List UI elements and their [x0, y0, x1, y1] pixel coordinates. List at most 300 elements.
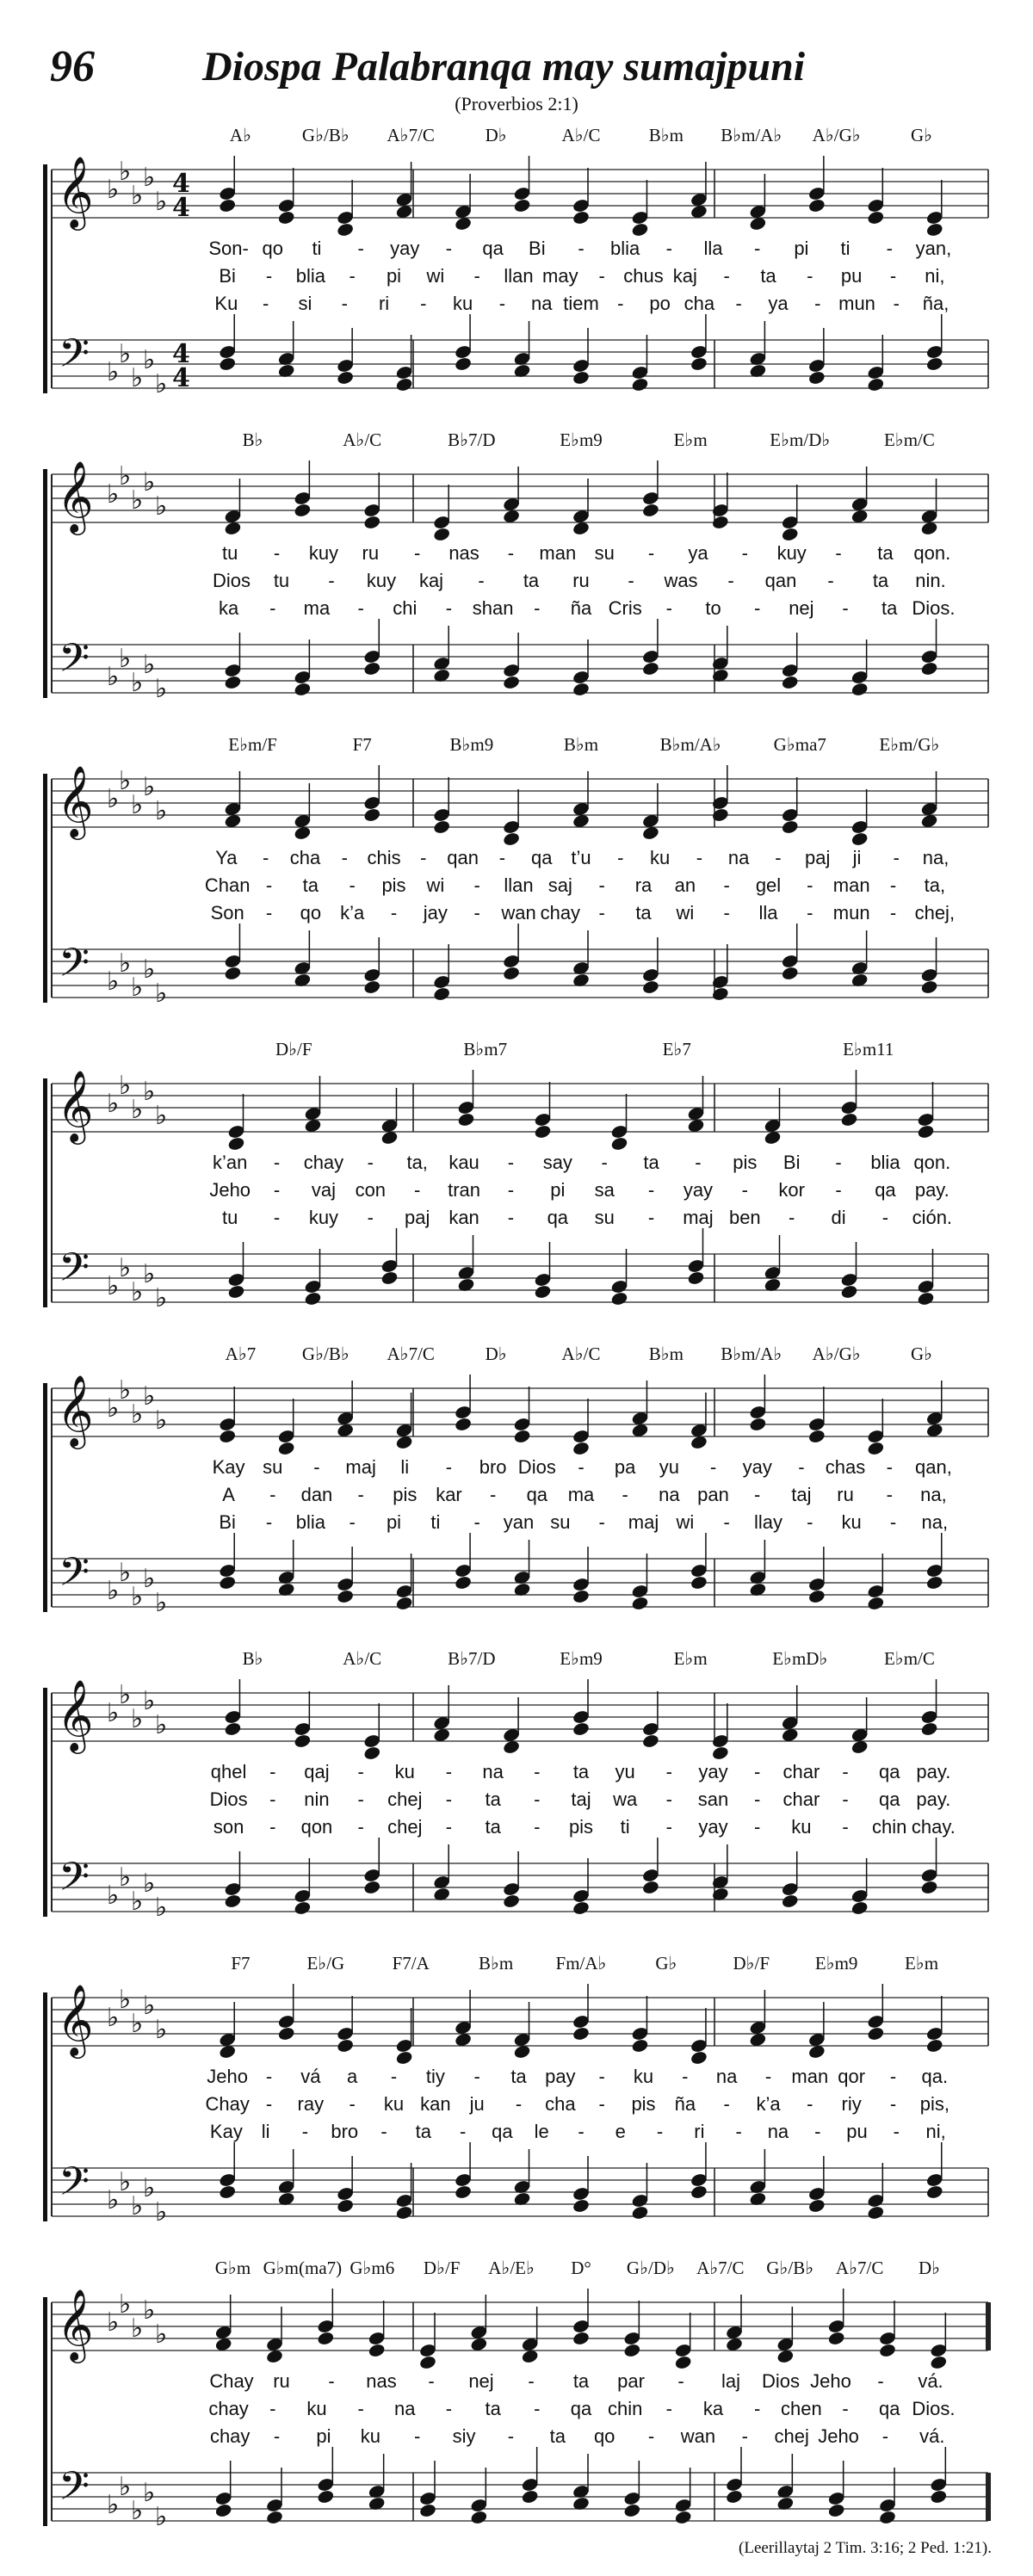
treble-key-flat: ♭ — [155, 187, 168, 217]
treble-note — [631, 2038, 649, 2054]
verse-1-syllable: pay. — [916, 1761, 951, 1782]
verse-1-syllable: - — [357, 238, 364, 259]
verse-3-syllable: chej — [774, 2425, 809, 2447]
verse-3-syllable: li — [261, 2121, 270, 2142]
verse-3-syllable: - — [265, 1511, 273, 1533]
treble-key-flat: ♭ — [155, 1405, 168, 1436]
verse-2-syllable: was — [664, 570, 698, 591]
verse-3-syllable: - — [814, 293, 821, 314]
bass-key-flat: ♭ — [131, 668, 144, 698]
treble-note — [336, 222, 354, 238]
verse-2-syllable: chin — [607, 2398, 643, 2419]
verse-3-syllable: chay — [209, 2425, 251, 2447]
bass-clef: 𝄢 — [59, 940, 90, 996]
verse-2-syllable: - — [842, 1788, 849, 1810]
treble-note — [572, 1441, 590, 1456]
treble-note — [925, 2038, 943, 2054]
verse-3-syllable: ri — [378, 293, 390, 314]
chord-symbol: B♭m/A♭ — [659, 734, 721, 755]
verse-1-syllable: - — [390, 2066, 398, 2087]
verse-2-syllable: - — [598, 2093, 605, 2115]
verse-3-syllable: - — [420, 293, 427, 314]
verse-3-syllable: Dios. — [912, 597, 956, 619]
verse-1-syllable: qon. — [913, 542, 951, 564]
treble-clef: 𝄞 — [57, 1678, 94, 1751]
treble-note — [433, 527, 451, 542]
chord-symbol: A♭/C — [561, 1344, 601, 1364]
treble-note — [433, 819, 451, 835]
verse-3-syllable: chej — [387, 1816, 423, 1838]
verse-2-syllable: wa — [613, 1788, 638, 1810]
verse-2-syllable: kaj — [672, 265, 697, 287]
treble-note — [418, 2355, 436, 2370]
verse-2-syllable: qa — [878, 1788, 900, 1810]
chord-symbol: E♭7 — [662, 1039, 691, 1059]
treble-key-flat: ♭ — [131, 790, 144, 820]
verse-2-syllable: ta — [485, 1788, 501, 1810]
verse-2-syllable: ka — [702, 2398, 724, 2419]
verse-3-syllable: Kay — [209, 2121, 243, 2142]
treble-note — [781, 527, 799, 542]
bass-note — [807, 370, 826, 386]
chord-symbol: B♭m — [648, 125, 684, 145]
bass-note — [690, 2184, 708, 2200]
music-system — [0, 1953, 1033, 2258]
verse-3-syllable: ku — [453, 293, 473, 314]
verse-2-syllable: - — [349, 874, 356, 896]
treble-key-flat: ♭ — [155, 1710, 168, 1740]
chord-symbol: G♭m — [214, 2258, 251, 2278]
verse-3-syllable: ka — [218, 597, 239, 619]
verse-2-syllable: riy — [841, 2093, 862, 2115]
verse-2-syllable: - — [827, 570, 834, 591]
verse-2-syllable: man — [832, 874, 870, 896]
verse-2-syllable: nin. — [915, 570, 946, 591]
chord-symbol: E♭m9 — [814, 1953, 858, 1974]
bass-note — [641, 661, 659, 676]
verse-3-syllable: siy — [452, 2425, 476, 2447]
verse-3-syllable: su — [550, 1511, 571, 1533]
verse-2-syllable: - — [598, 265, 605, 287]
verse-3-syllable: chi — [393, 597, 418, 619]
bass-note — [363, 661, 381, 676]
verse-3-syllable: - — [507, 2425, 515, 2447]
treble-key-flat: ♭ — [131, 2009, 144, 2039]
verse-1-syllable: chay — [303, 1152, 344, 1173]
verse-3-syllable: le — [534, 2121, 549, 2142]
treble-note — [827, 2331, 845, 2346]
bass-note — [395, 1596, 413, 1611]
verse-1-syllable: - — [420, 847, 427, 868]
bass-note — [925, 2184, 943, 2200]
verse-1-syllable: cha — [289, 847, 321, 868]
system-bracket — [43, 1078, 47, 1307]
verse-3-syllable: - — [598, 1511, 605, 1533]
verse-3-syllable: k’a — [340, 902, 365, 924]
verse-3-syllable: nej — [789, 597, 814, 619]
verse-2-syllable: llan — [504, 265, 534, 287]
verse-3-syllable: mun — [832, 902, 870, 924]
verse-2-syllable: - — [754, 1484, 761, 1505]
verse-1-syllable: - — [445, 1761, 453, 1782]
verse-1-syllable: - — [445, 1456, 453, 1478]
verse-1-syllable: - — [273, 1152, 281, 1173]
verse-1-syllable: nas — [448, 542, 479, 564]
verse-3-syllable: - — [789, 1207, 795, 1228]
verse-2-syllable: - — [889, 874, 897, 896]
bass-note — [827, 2503, 845, 2518]
verse-1-syllable: Dios — [761, 2370, 801, 2392]
verse-2-syllable: kan — [420, 2093, 451, 2115]
chord-symbol: G♭ — [911, 1344, 933, 1364]
chord-symbol: B♭m — [648, 1344, 684, 1364]
verse-1-syllable: ku — [394, 1761, 415, 1782]
bass-key-flat: ♭ — [155, 1588, 168, 1618]
bass-note — [851, 1900, 869, 1916]
chord-symbol: G♭/D♭ — [626, 2258, 675, 2278]
verse-2-syllable: - — [842, 2398, 849, 2419]
bass-note — [380, 1270, 399, 1286]
treble-note — [867, 2026, 885, 2042]
treble-note — [513, 198, 531, 213]
treble-key-flat: ♭ — [155, 2320, 168, 2350]
verse-2-syllable: Jeho — [209, 1179, 251, 1201]
bass-note — [781, 1893, 799, 1909]
treble-key-flat: ♭ — [155, 491, 168, 522]
treble-note — [513, 1429, 531, 1444]
verse-2-syllable: - — [269, 1484, 276, 1505]
verse-2-syllable: ña — [674, 2093, 696, 2115]
verse-3-syllable: Ku — [214, 293, 238, 314]
verse-2-syllable: ta — [872, 570, 889, 591]
bass-key-flat: ♭ — [143, 650, 156, 680]
verse-2-syllable: chus — [623, 265, 664, 287]
verse-2-syllable: pis, — [919, 2093, 949, 2115]
verse-3-syllable: na — [530, 293, 553, 314]
verse-3-syllable: e — [615, 2121, 626, 2142]
bass-key-flat: ♭ — [131, 363, 144, 393]
verse-1-syllable: - — [507, 542, 515, 564]
verse-3-syllable: yan — [503, 1511, 535, 1533]
verse-3-syllable: - — [341, 293, 348, 314]
treble-key-flat: ♭ — [119, 1375, 132, 1405]
verse-2-syllable: - — [723, 2093, 730, 2115]
chord-symbol: G♭ — [655, 1953, 677, 1974]
verse-3-syllable: ri — [694, 2121, 705, 2142]
chord-symbol: F7/A — [392, 1953, 430, 1974]
verse-2-syllable: - — [273, 1179, 281, 1201]
bass-clef: 𝄢 — [59, 1549, 90, 1605]
treble-note — [336, 2038, 354, 2054]
verse-1-syllable: - — [798, 1456, 805, 1478]
verse-2-syllable: - — [647, 1179, 655, 1201]
treble-clef: 𝄞 — [57, 460, 94, 532]
bass-clef: 𝄢 — [59, 1245, 90, 1300]
verse-3-syllable: - — [414, 2425, 421, 2447]
verse-1-syllable: - — [893, 847, 900, 868]
verse-3-syllable: pi — [316, 2425, 331, 2447]
verse-2-syllable: - — [534, 2398, 541, 2419]
verse-1-syllable: - — [647, 542, 655, 564]
treble-note — [807, 1429, 826, 1444]
chord-symbol: G♭/B♭ — [301, 1344, 349, 1364]
verse-2-syllable: pan — [697, 1484, 729, 1505]
treble-note — [395, 2050, 413, 2066]
verse-1-syllable: man — [791, 2066, 829, 2087]
verse-1-syllable: - — [445, 238, 453, 259]
treble-note — [851, 831, 869, 847]
treble-key-flat: ♭ — [107, 175, 120, 205]
verse-2-syllable: - — [754, 1788, 761, 1810]
verse-3-syllable: ti — [430, 1511, 441, 1533]
bass-note — [920, 979, 938, 995]
verse-2-syllable: cha — [545, 2093, 576, 2115]
verse-2-syllable: pi — [550, 1179, 566, 1201]
verse-3-syllable: ta — [415, 2121, 432, 2142]
bass-note — [807, 1589, 826, 1604]
verse-2-syllable: ni, — [925, 265, 945, 287]
verse-1-syllable: vá. — [918, 2370, 943, 2392]
verse-3-syllable: - — [842, 597, 849, 619]
verse-3-syllable: chin — [872, 1816, 907, 1838]
verse-2-syllable: - — [265, 874, 273, 896]
verse-1-syllable: - — [598, 2066, 605, 2087]
chord-symbol: E♭m9 — [560, 429, 603, 450]
verse-1-syllable: qor — [838, 2066, 866, 2087]
bass-note — [224, 966, 242, 981]
verse-3-syllable: Cris — [608, 597, 642, 619]
bass-note — [572, 1589, 590, 1604]
treble-note — [368, 2343, 386, 2358]
chord-symbol: D♭/F — [733, 1953, 770, 1974]
bass-note — [502, 966, 520, 981]
treble-key-flat: ♭ — [107, 1698, 120, 1728]
verse-1-syllable: - — [775, 847, 782, 868]
verse-3-syllable: Jeho — [818, 2425, 859, 2447]
verse-3-syllable: - — [445, 597, 453, 619]
verse-1-syllable: say — [542, 1152, 572, 1173]
treble-clef: 𝄞 — [57, 1069, 94, 1141]
bass-key-flat: ♭ — [143, 345, 156, 375]
verse-1-syllable: - — [741, 542, 748, 564]
treble-key-flat: ♭ — [131, 1704, 144, 1734]
verse-1-syllable: - — [665, 238, 673, 259]
verse-3-syllable: - — [273, 2425, 281, 2447]
bass-note — [851, 682, 869, 697]
verse-1-syllable: char — [782, 1761, 820, 1782]
bass-note — [641, 1880, 659, 1895]
verse-2-syllable: - — [665, 1788, 673, 1810]
chord-symbol: D♭/F — [423, 2258, 461, 2278]
verse-3-syllable: - — [723, 1511, 730, 1533]
verse-3-syllable: - — [889, 1511, 897, 1533]
treble-key-flat: ♭ — [119, 157, 132, 187]
verse-1-syllable: Dios — [517, 1456, 556, 1478]
verse-2-syllable: ray — [297, 2093, 325, 2115]
verse-1-syllable: - — [269, 1761, 276, 1782]
verse-1-syllable: - — [682, 2066, 689, 2087]
bass-key-flat: ♭ — [107, 2490, 120, 2520]
chord-symbol: A♭/C — [343, 429, 382, 450]
bass-note — [395, 377, 413, 392]
music-system — [0, 125, 1033, 429]
verse-1-syllable: - — [886, 238, 893, 259]
chord-symbol: F7 — [352, 734, 372, 755]
verse-3-syllable: - — [349, 1511, 356, 1533]
bass-note — [336, 2198, 354, 2214]
bass-key-flat: ♭ — [107, 967, 120, 997]
verse-1-syllable: - — [601, 1152, 608, 1173]
bass-key-flat: ♭ — [155, 674, 168, 704]
treble-clef: 𝄞 — [57, 1983, 94, 2055]
bass-key-flat: ♭ — [107, 357, 120, 387]
verse-1-syllable: blia — [870, 1152, 900, 1173]
verse-1-syllable: - — [578, 1456, 585, 1478]
treble-note — [930, 2355, 948, 2370]
verse-1-syllable: - — [313, 1456, 320, 1478]
treble-key-flat: ♭ — [155, 796, 168, 826]
verse-1-syllable: nas — [366, 2370, 397, 2392]
verse-1-syllable: qaj — [304, 1761, 330, 1782]
verse-2-syllable: sa — [594, 1179, 615, 1201]
verse-1-syllable: ta — [877, 542, 894, 564]
verse-2-syllable: k’a — [756, 2093, 781, 2115]
verse-1-syllable: yu — [659, 1456, 679, 1478]
bass-key-flat: ♭ — [107, 662, 120, 692]
treble-note — [317, 2331, 335, 2346]
verse-3-syllable: - — [647, 2425, 655, 2447]
bass-note — [807, 2198, 826, 2214]
verse-2-syllable: Dios. — [912, 2398, 956, 2419]
bass-note — [674, 2510, 692, 2525]
verse-2-syllable: na, — [920, 1484, 947, 1505]
bass-key-flat: ♭ — [143, 1259, 156, 1289]
chord-symbol: B♭m7 — [463, 1039, 508, 1059]
verse-2-syllable: ta — [485, 2398, 501, 2419]
verse-1-syllable: - — [696, 847, 703, 868]
verse-2-syllable: pis — [393, 1484, 418, 1505]
verse-2-syllable: con — [355, 1179, 387, 1201]
bass-note — [294, 1900, 312, 1916]
verse-3-syllable: qa — [547, 1207, 569, 1228]
verse-3-syllable: tiem — [563, 293, 599, 314]
bass-note — [917, 1291, 935, 1307]
treble-clef: 𝄞 — [57, 155, 94, 227]
chord-symbol: E♭m/G♭ — [879, 734, 940, 755]
treble-key-flat: ♭ — [119, 1680, 132, 1710]
verse-3-syllable: wi — [676, 902, 695, 924]
verse-3-syllable: - — [534, 597, 541, 619]
bass-note — [623, 2503, 641, 2518]
treble-clef: 𝄞 — [57, 764, 94, 837]
verse-1-syllable: qa — [878, 1761, 900, 1782]
verse-3-syllable: na, — [921, 1511, 949, 1533]
verse-1-syllable: yay — [698, 1761, 728, 1782]
chord-symbol: D♭ — [485, 1344, 507, 1364]
verse-1-syllable: Bi — [782, 1152, 801, 1173]
verse-3-syllable: - — [735, 293, 742, 314]
verse-3-syllable: ku — [360, 2425, 380, 2447]
verse-2-syllable: an — [674, 874, 696, 896]
verse-3-syllable: - — [598, 902, 605, 924]
verse-1-syllable: - — [473, 2066, 480, 2087]
verse-3-syllable: ta — [485, 1816, 501, 1838]
verse-3-syllable: chej, — [914, 902, 956, 924]
verse-1-syllable: - — [835, 542, 842, 564]
chord-symbol: B♭m — [478, 1953, 514, 1974]
treble-note — [572, 2331, 590, 2346]
treble-key-flat: ♭ — [131, 1399, 144, 1430]
verse-3-syllable: ti — [620, 1816, 630, 1838]
bass-note — [454, 2184, 472, 2200]
system-bracket — [43, 1992, 47, 2221]
chord-symbol: B♭ — [242, 429, 263, 450]
treble-key-flat: ♭ — [131, 485, 144, 516]
verse-1-syllable: ta — [643, 1152, 659, 1173]
verse-2-syllable: kuy — [366, 570, 397, 591]
verse-3-syllable: - — [459, 2121, 467, 2142]
verse-2-syllable: tu — [273, 570, 290, 591]
verse-2-syllable: - — [723, 265, 730, 287]
treble-note — [294, 503, 312, 518]
bass-note — [920, 1880, 938, 1895]
chord-symbol: D♭/F — [275, 1039, 312, 1059]
bass-key-flat: ♭ — [155, 2502, 168, 2532]
verse-2-syllable: ta, — [924, 874, 946, 896]
treble-note — [219, 1429, 237, 1444]
verse-3-syllable: maj — [628, 1511, 659, 1533]
verse-2-syllable: pu — [840, 265, 863, 287]
bass-note — [304, 1291, 322, 1307]
chord-symbol: G♭/B♭ — [766, 2258, 814, 2278]
verse-1-syllable: yu — [615, 1761, 635, 1782]
verse-3-syllable: ya — [768, 293, 789, 314]
verse-2-syllable: Dios — [212, 570, 251, 591]
verse-3-syllable: - — [665, 1816, 673, 1838]
verse-1-syllable: ru — [273, 2370, 290, 2392]
verse-2-syllable: Chan — [204, 874, 251, 896]
verse-1-syllable: - — [617, 847, 624, 868]
verse-2-syllable: A — [222, 1484, 235, 1505]
treble-note — [917, 1124, 935, 1140]
verse-3-syllable: ña, — [922, 293, 949, 314]
chord-symbol: D♭ — [918, 2258, 941, 2278]
bass-note — [454, 1575, 472, 1591]
treble-note — [277, 1441, 295, 1456]
treble-key-flat: ♭ — [143, 2295, 156, 2326]
treble-key-flat: ♭ — [143, 467, 156, 497]
treble-note — [781, 819, 799, 835]
verse-3-syllable: - — [807, 902, 813, 924]
verse-3-syllable: pi — [386, 1511, 402, 1533]
chord-symbol: E♭m11 — [843, 1039, 894, 1059]
verse-2-syllable: ru — [837, 1484, 854, 1505]
verse-1-syllable: qa. — [921, 2066, 949, 2087]
verse-3-syllable: shan — [472, 597, 514, 619]
verse-2-syllable: - — [886, 1484, 893, 1505]
treble-note — [623, 2343, 641, 2358]
treble-note — [867, 210, 885, 225]
bass-note — [219, 356, 237, 372]
verse-3-syllable: - — [893, 2121, 900, 2142]
verse-1-syllable: maj — [345, 1456, 376, 1478]
verse-3-syllable: - — [534, 1816, 541, 1838]
verse-2-syllable: - — [889, 2093, 897, 2115]
verse-2-syllable: may — [542, 265, 578, 287]
verse-3-syllable: - — [656, 2121, 664, 2142]
verse-2-syllable: - — [357, 2398, 364, 2419]
treble-clef: 𝄞 — [57, 2288, 94, 2360]
